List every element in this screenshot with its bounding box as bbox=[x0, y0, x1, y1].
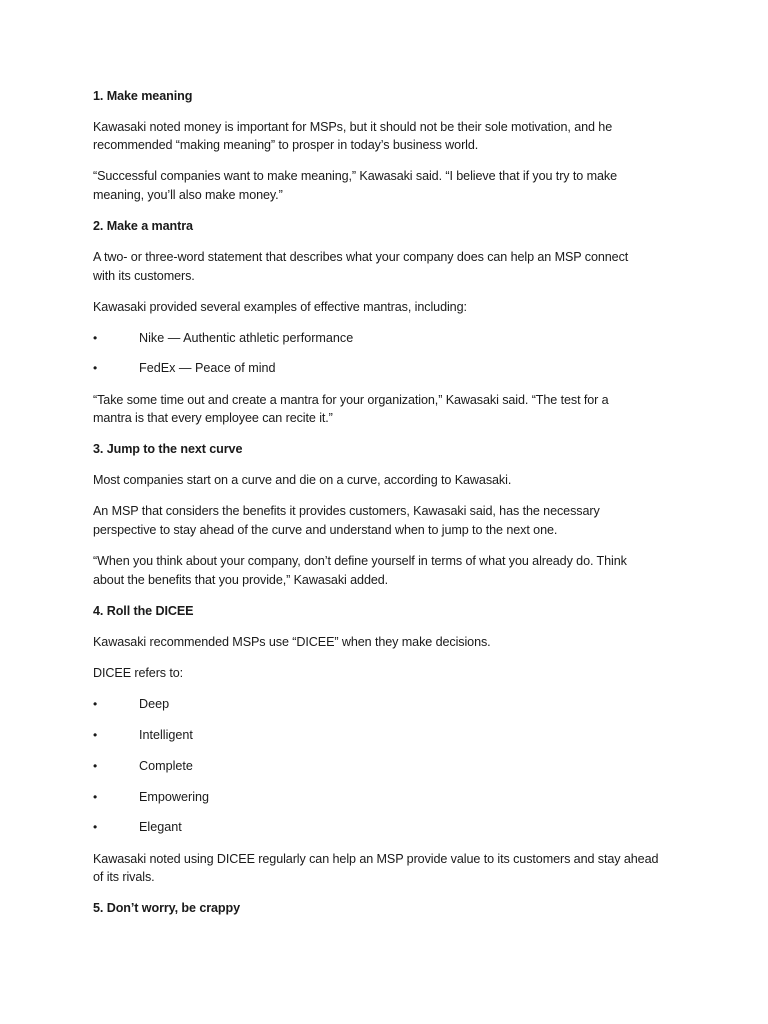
paragraph-line: DICEE refers to: bbox=[93, 666, 184, 680]
paragraph-line: about the benefits that you provide,” Kawasaki added. bbox=[93, 573, 389, 587]
paragraph-line: with its customers. bbox=[93, 269, 195, 283]
paragraph-line: recommended “making meaning” to prosper in today’s business world. bbox=[93, 138, 479, 152]
bullet-item: Deep bbox=[139, 697, 170, 711]
section-heading-5: 5. Don’t worry, be crappy bbox=[93, 901, 241, 915]
bullet-item: Intelligent bbox=[139, 728, 193, 742]
paragraph-line: of its rivals. bbox=[93, 870, 155, 884]
bullet-item: Empowering bbox=[139, 790, 209, 804]
paragraph-line: Kawasaki noted using DICEE regularly can help an MSP provide value to its customers and stay ahead bbox=[93, 852, 659, 866]
section-heading-3: 3. Jump to the next curve bbox=[93, 442, 243, 456]
bullet-item: Complete bbox=[139, 759, 193, 773]
bullet-marker: • bbox=[93, 790, 98, 804]
paragraph-line: Most companies start on a curve and die on a curve, according to Kawasaki. bbox=[93, 473, 512, 487]
bullet-item: FedEx — Peace of mind bbox=[139, 361, 276, 375]
paragraph-line: “Take some time out and create a mantra for your organization,” Kawasaki said. “The test for a bbox=[93, 393, 609, 407]
bullet-marker: • bbox=[93, 697, 98, 711]
section-heading-1: 1. Make meaning bbox=[93, 89, 193, 103]
paragraph-line: Kawasaki recommended MSPs use “DICEE” when they make decisions. bbox=[93, 635, 491, 649]
bullet-marker: • bbox=[93, 728, 98, 742]
paragraph-line: An MSP that considers the benefits it provides customers, Kawasaki said, has the necessary bbox=[93, 504, 600, 518]
bullet-marker: • bbox=[93, 759, 98, 773]
bullet-marker: • bbox=[93, 820, 98, 834]
section-heading-2: 2. Make a mantra bbox=[93, 219, 193, 233]
paragraph-line: Kawasaki provided several examples of effective mantras, including: bbox=[93, 300, 467, 314]
paragraph-line: “Successful companies want to make meaning,” Kawasaki said. “I believe that if you try to make bbox=[93, 169, 617, 183]
paragraph-line: A two- or three-word statement that describes what your company does can help an MSP connect bbox=[93, 250, 629, 264]
paragraph-line: Kawasaki noted money is important for MSPs, but it should not be their sole motivation, and he bbox=[93, 120, 613, 134]
paragraph-line: meaning, you’ll also make money.” bbox=[93, 188, 283, 202]
section-heading-4: 4. Roll the DICEE bbox=[93, 604, 194, 618]
paragraph-line: mantra is that every employee can recite it.” bbox=[93, 411, 333, 425]
paragraph-line: perspective to stay ahead of the curve and understand when to jump to the next one. bbox=[93, 523, 558, 537]
bullet-marker: • bbox=[93, 331, 98, 345]
paragraph-line: “When you think about your company, don’t define yourself in terms of what you already do. Think bbox=[93, 554, 627, 568]
bullet-item: Nike — Authentic athletic performance bbox=[139, 331, 354, 345]
bullet-marker: • bbox=[93, 361, 98, 375]
bullet-item: Elegant bbox=[139, 820, 182, 834]
